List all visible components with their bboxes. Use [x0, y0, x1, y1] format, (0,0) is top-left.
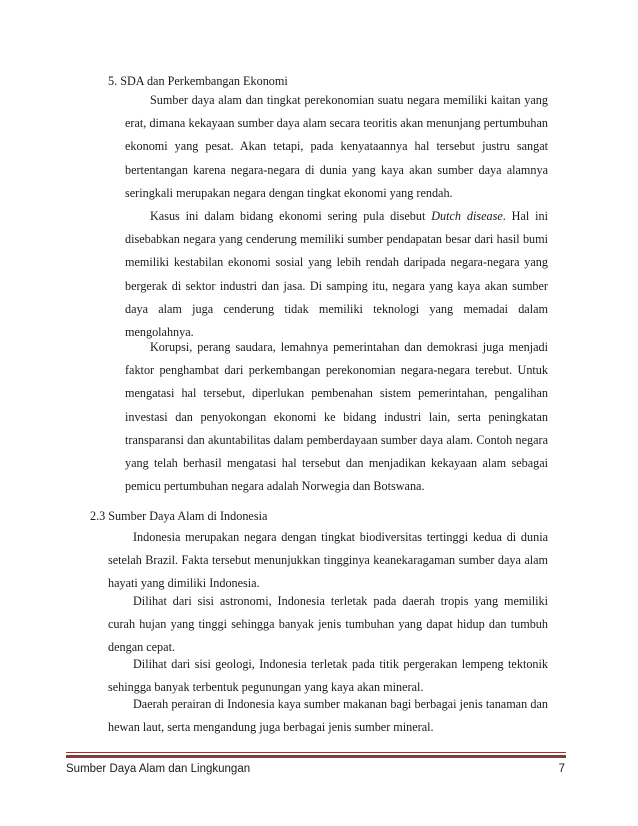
paragraph: [125, 205, 548, 344]
paragraph: Dilihat dari sisi geologi, Indonesia terletak pada titik pergerakan lempeng tektonik sehingga banyak terbentuk pegunungan yang kaya akan mineral.: [108, 657, 548, 695]
footer-divider: [66, 752, 566, 753]
footer-divider: [66, 755, 566, 758]
subsection-heading: 5. SDA dan Perkembangan Ekonomi: [108, 74, 288, 88]
paragraph: Korupsi, perang saudara, lemahnya pemerintahan dan demokrasi juga menjadi faktor penghambat dari perkembangan perekonomian negara-negara terebut. Untuk mengatasi hal tersebut, diperlukan pembenahan sistem pemerintahan, pengalihan investasi dan penyokongan ekonomi ke bidang industri lain, serta peningkatan transparansi dan akuntabilitas dalam pemberdayaan sumber daya alam. Contoh negara yang telah berhasil mengatasi hal tersebut dan menjadikan kekayaan alam sebagai pemicu pertumbuhan negara adalah Norwegia dan Botswana.: [125, 340, 548, 494]
paragraph: Indonesia merupakan negara dengan tingkat biodiversitas tertinggi kedua di dunia setelah Brazil. Fakta tersebut menunjukkan tingginya keanekaragaman sumber daya alam hayati yang dimiliki Indonesia.: [108, 530, 548, 591]
footer-title: Sumber Daya Alam dan Lingkungan: [66, 763, 251, 775]
section-heading: 2.3 Sumber Daya Alam di Indonesia: [90, 509, 268, 523]
page-number: 7: [558, 763, 565, 775]
paragraph-text: . Hal ini disebabkan negara yang cenderung memiliki sumber pendapatan besar dari hasil bumi memiliki kestabilan ekonomi sosial yang lebih rendah daripada negara-negara yang bergerak di sektor industri dan jasa. Di samping itu, negara yang kaya akan sumber daya alam juga cenderung tidak memiliki teknologi yang memadai dalam mengolahnya.: [125, 209, 549, 340]
paragraph-text: Kasus ini dalam bidang ekonomi sering pula disebut: [150, 209, 432, 223]
italic-term: Dutch disease: [431, 209, 503, 223]
paragraph: Dilihat dari sisi astronomi, Indonesia terletak pada daerah tropis yang memiliki curah hujan yang tinggi sehingga banyak jenis tumbuhan yang dapat hidup dan tumbuh dengan cepat.: [108, 594, 548, 655]
paragraph: Sumber daya alam dan tingkat perekonomian suatu negara memiliki kaitan yang erat, dimana kekayaan sumber daya alam secara teoritis akan menunjang pertumbuhan ekonomi yang pesat. Akan tetapi, pada kenyataannya hal tersebut justru sangat bertentangan karena negara-negara di dunia yang kaya akan sumber daya alamnya seringkali merupakan negara dengan tingkat ekonomi yang rendah.: [125, 93, 548, 200]
paragraph: Daerah perairan di Indonesia kaya sumber makanan bagi berbagai jenis tanaman dan hewan laut, serta mengandung juga berbagai jenis sumber mineral.: [108, 697, 548, 735]
